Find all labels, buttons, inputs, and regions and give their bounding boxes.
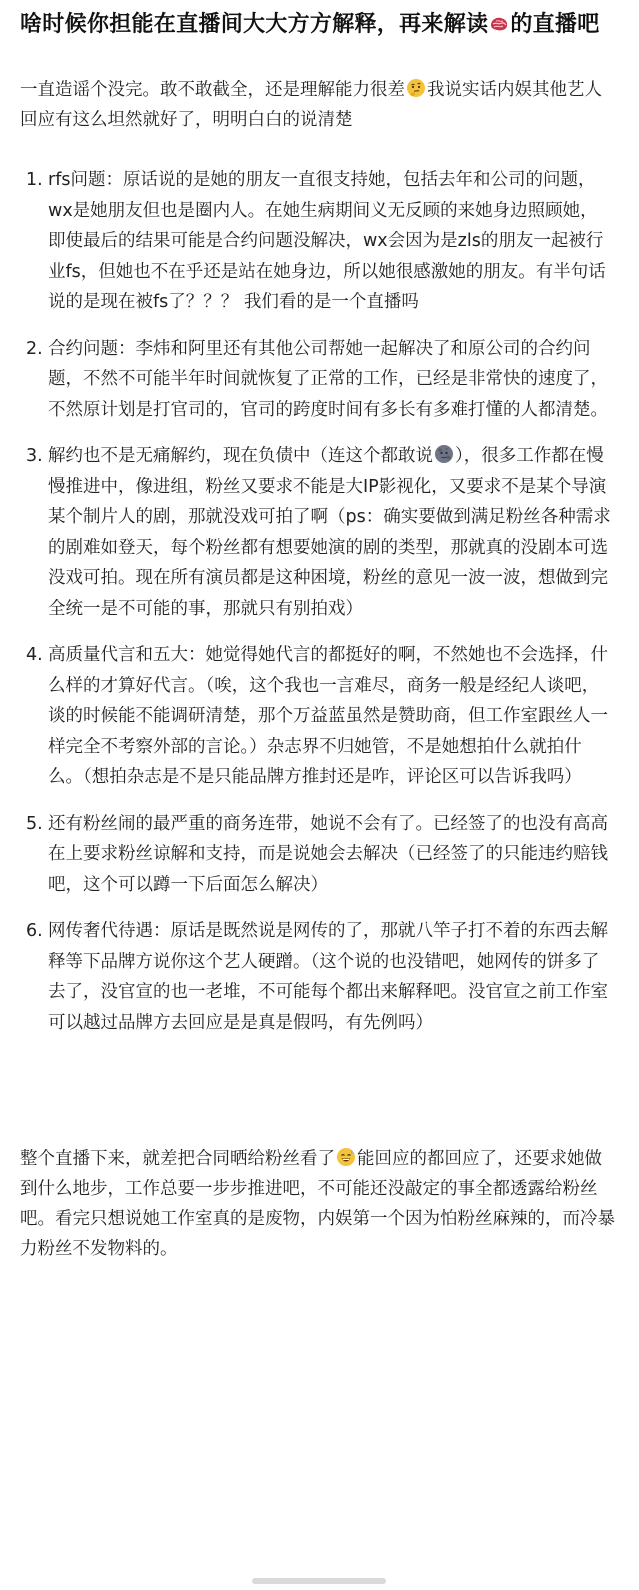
list-item-number: 1.: [26, 170, 43, 190]
list-item: [26, 334, 615, 426]
post-title: [20, 8, 615, 41]
list-item-text: 网传奢代待遇：原话是既然说是网传的了，那就八竿子打不着的东西去解释等下品牌方说你这个艺人硬蹭。（这个说的也没错吧，她网传的饼多了去了，没官宣的也一老堆，不可能每个都出来解释吧。没官宣之前工作室可以越过品牌方去回应是是真是假吗，有先例吗）: [48, 921, 608, 1033]
thinking-face-emoji-icon: [406, 78, 426, 98]
new-moon-face-emoji-icon: [434, 444, 454, 464]
list-item-number: 4.: [26, 645, 43, 665]
list-item: [26, 441, 615, 624]
list-item-number: 5.: [26, 813, 43, 834]
list-item-number: 3.: [26, 446, 43, 466]
list-item-text: rfs问题：原话说的是她的朋友一直很支持她，包括去年和公司的问题，wx是她朋友但也是圈内人。在她生病期间义无反顾的来她身边照顾她，即使最后的结果可能是合约问题没解决，wx会因为是zls的朋友一起被行业fs，但她也不在乎还是站在她身边，所以她很感激她的朋友。有半句话说的是现在被fs了？？？ 我们看的是一个直播吗: [48, 170, 606, 312]
list-item: [26, 916, 615, 1038]
list-item-text-start: 解约也不是无痛解约，现在负债中（连这个都敢说: [48, 446, 433, 466]
list-item-number: 2.: [26, 338, 43, 359]
home-indicator-bar[interactable]: [252, 1578, 386, 1584]
closing-text-end: 能回应的都回应了，还要求她做到什么地步，工作总要一步步推进吧，不可能还没敲定的事全都透露给粉丝吧。看完只想说她工作室真的是废物，内娱第一个因为怕粉丝麻辣的，而冷暴力粉丝不发物料的。: [20, 1149, 615, 1259]
closing-text-start: 整个直播下来，就差把合同晒给粉丝看了: [20, 1149, 335, 1169]
list-item-text: 还有粉丝闹的最严重的商务连带，她说不会有了。已经签了的也没有高高在上要求粉丝谅解和支持，而是说她会去解决（已经签了的只能违约赔钱吧，这个可以蹲一下后面怎么解决）: [48, 813, 608, 895]
list-item-text-end: ），很多工作都在慢慢推进中，像进组，粉丝又要求不能是大IP影视化，又要求不是某个导演某个制片人的剧，那就没戏可拍了啊（ps：确实要做到满足粉丝各种需求的剧难如登天，每个粉丝都有想要她演的剧的类型，那就真的没剧本可选没戏可拍。现在所有演员都是这种困境，粉丝的意见一波一波，想做到完全统一是不可能的事，那就只有别拍戏）: [48, 446, 611, 619]
intro-text-end: 我说实话内娱其他艺人回应有这么坦然就好了，明明白白的说清楚: [20, 80, 602, 130]
list-item-text: 高质量代言和五大：她觉得她代言的都挺好的啊，不然她也不会选择，什么样的才算好代言。（唉，这个我也一言难尽，商务一般是经纪人谈吧，谈的时候能不能调研清楚，那个万益蓝虽然是赞助商，但工作室跟丝人一样完全不考察外部的言论。）杂志界不归她管，不是她想拍什么就拍什么。（想拍杂志是不是只能品牌方推封还是咋，评论区可以告诉我吗）: [48, 645, 608, 787]
meat-emoji-icon: [489, 14, 509, 34]
numbered-list: [20, 165, 615, 1038]
intro-text-start: 一直造谣个没完。敢不敢截全，还是理解能力很差: [20, 80, 405, 100]
list-item-number: 6.: [26, 921, 43, 941]
title-text-start: 啥时候你担能在直播间大大方方解释，再来解读: [20, 12, 489, 37]
intro-paragraph: [20, 75, 615, 135]
list-item: [26, 165, 615, 318]
list-item-text: 合约问题：李炜和阿里还有其他公司帮她一起解决了和原公司的合约问题，不然不可能半年时间就恢复了正常的工作，已经是非常快的速度了，不然原计划是打官司的，官司的跨度时间有多长有多难打懂的人都清楚。: [48, 338, 608, 420]
list-item: [26, 640, 615, 793]
closing-paragraph: [20, 1144, 615, 1264]
list-item: [26, 809, 615, 901]
title-text-end: 的直播吧: [510, 12, 600, 37]
sweat-smile-emoji-icon: [336, 1147, 356, 1167]
